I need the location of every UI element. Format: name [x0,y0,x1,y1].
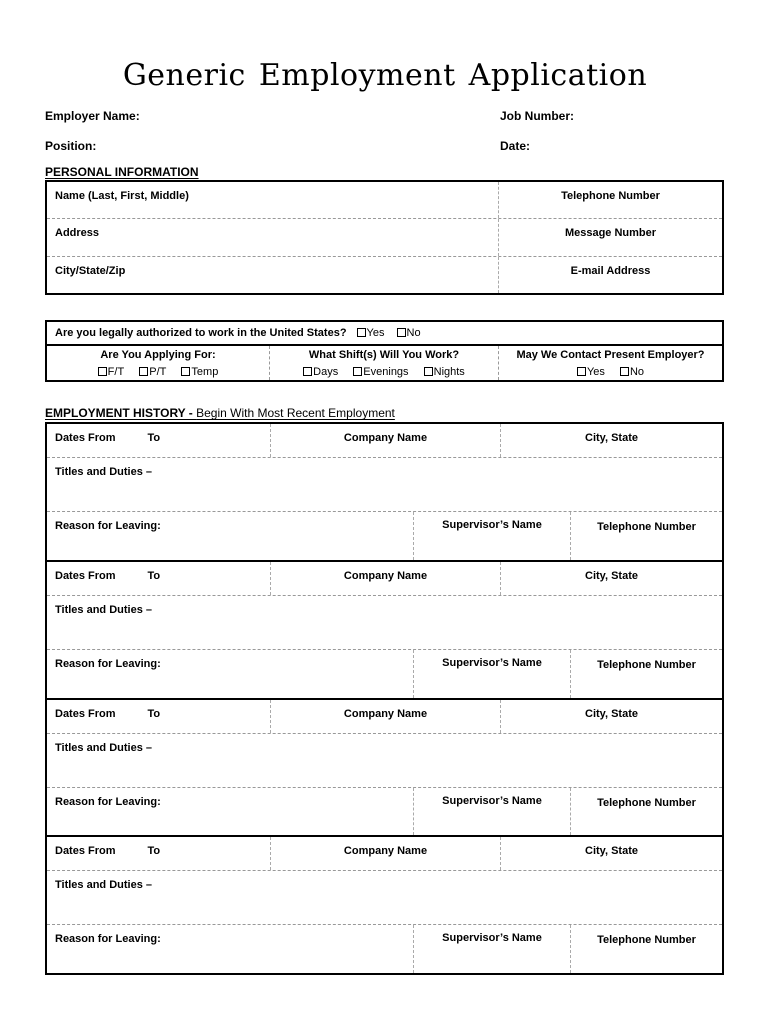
city-state-label: City, State [585,432,638,444]
contact-employer-header: May We Contact Present Employer? [516,349,705,361]
telephone-number-cell[interactable] [571,925,722,973]
authorization-question-label: Are you legally authorized to work in the United States? [55,326,347,339]
company-name-cell[interactable] [271,562,501,595]
company-name-label: Company Name [343,569,428,582]
message-number-field-cell[interactable] [499,219,722,255]
telephone-number-label: Telephone Number [597,796,696,809]
authorized-no-label: No [406,327,421,339]
pt-checkbox[interactable] [139,367,148,376]
reason-for-leaving-cell[interactable] [47,512,414,560]
supervisor-name-label: Supervisor’s Name [442,794,542,807]
work-authorization-table [45,320,724,382]
city-state-cell[interactable] [501,837,722,870]
authorized-yes-label: Yes [366,327,385,339]
contact-no-checkbox[interactable] [620,367,629,376]
pt-label: P/T [149,366,167,378]
email-field-cell[interactable] [499,257,722,293]
company-name-cell[interactable] [271,424,501,457]
authorization-question-row [47,322,722,346]
dates-from-label: Dates From [55,432,116,444]
table-row [47,512,722,560]
table-row [47,218,722,255]
company-name-cell[interactable] [271,700,501,733]
personal-information-section-title: PERSONAL INFORMATION [45,165,199,179]
company-name-cell[interactable] [271,837,501,870]
dates-from-label: Dates From [55,707,116,720]
shifts-cell [270,346,499,380]
authorized-yes-checkbox[interactable] [357,328,366,337]
evenings-label: Evenings [363,366,409,378]
table-row [47,424,722,458]
email-field-label: E-mail Address [570,264,651,277]
supervisor-name-label: Supervisor’s Name [442,932,542,945]
titles-duties-cell[interactable] [47,596,722,650]
contact-yes-checkbox[interactable] [577,367,586,376]
reason-for-leaving-label: Reason for Leaving: [55,795,161,808]
city-state-cell[interactable] [501,562,722,595]
date-label: Date: [500,139,531,153]
nights-checkbox[interactable] [424,367,433,376]
telephone-field-cell[interactable] [499,182,722,218]
telephone-number-cell[interactable] [571,512,722,560]
to-label: To [147,845,161,858]
name-field-label: Name (Last, First, Middle) [55,190,189,202]
employment-block-3 [47,698,722,836]
nights-label: Nights [433,366,465,378]
dates-from-to-cell[interactable] [47,700,271,733]
dates-from-label: Dates From [55,845,116,858]
personal-information-table [45,180,724,295]
table-row [47,650,722,698]
supervisor-name-label: Supervisor’s Name [442,519,542,531]
titles-duties-cell[interactable] [47,734,722,788]
telephone-number-label: Telephone Number [597,521,696,533]
company-name-label: Company Name [343,707,428,720]
applying-for-cell [47,346,270,380]
shifts-header: What Shift(s) Will You Work? [308,349,460,361]
employment-block-4 [47,835,722,973]
telephone-number-cell[interactable] [571,788,722,836]
telephone-number-label: Telephone Number [597,658,696,671]
employment-block-2 [47,560,722,698]
city-state-label: City, State [585,569,638,582]
table-row [47,562,722,596]
address-field-label: Address [55,227,100,240]
telephone-number-cell[interactable] [571,650,722,698]
titles-duties-label: Titles and Duties – [55,741,152,754]
dates-from-to-cell[interactable] [47,837,271,870]
titles-duties-label: Titles and Duties – [55,466,152,478]
contact-yes-label: Yes [586,366,605,378]
authorized-no-checkbox[interactable] [397,328,406,337]
reason-for-leaving-label: Reason for Leaving: [55,933,161,946]
evenings-checkbox[interactable] [353,367,362,376]
dates-from-to-cell[interactable] [47,562,271,595]
ft-checkbox[interactable] [98,367,107,376]
position-label: Position: [45,139,97,153]
to-label: To [147,707,161,720]
job-number-label: Job Number: [500,109,575,123]
titles-duties-label: Titles and Duties – [55,603,152,616]
supervisor-name-cell[interactable] [414,788,571,836]
titles-duties-cell[interactable] [47,458,722,512]
employment-history-section-title [45,406,395,420]
name-field-cell[interactable] [47,182,499,218]
table-row [47,182,722,218]
company-name-label: Company Name [343,845,428,858]
table-row [47,256,722,293]
employment-history-table [45,422,724,975]
supervisor-name-cell[interactable] [414,925,571,973]
address-field-cell[interactable] [47,219,499,255]
temp-checkbox[interactable] [181,367,190,376]
city-state-zip-field-label: City/State/Zip [55,264,126,277]
to-label: To [147,569,161,582]
employment-history-title-bold: EMPLOYMENT HISTORY - [45,406,197,420]
supervisor-name-label: Supervisor’s Name [442,656,542,669]
supervisor-name-cell[interactable] [414,650,571,698]
telephone-field-label: Telephone Number [561,190,660,202]
company-name-label: Company Name [343,432,428,444]
table-row [47,925,722,973]
telephone-number-label: Telephone Number [597,934,696,947]
authorization-options-row [47,346,722,380]
temp-label: Temp [191,366,219,378]
reason-for-leaving-label: Reason for Leaving: [55,520,161,532]
employment-history-title-normal: Begin With Most Recent Employment [196,406,395,420]
reason-for-leaving-cell[interactable] [47,650,414,698]
applying-for-header: Are You Applying For: [100,349,216,361]
reason-for-leaving-cell[interactable] [47,788,414,836]
dates-from-label: Dates From [55,569,116,582]
titles-duties-cell[interactable] [47,871,722,925]
table-row [47,700,722,734]
table-row [47,837,722,871]
ft-label: F/T [107,366,125,378]
city-state-label: City, State [585,707,638,720]
reason-for-leaving-label: Reason for Leaving: [55,657,161,670]
city-state-cell[interactable] [501,424,722,457]
message-number-field-label: Message Number [564,227,657,240]
table-row [47,788,722,836]
employment-block-1 [47,424,722,560]
city-state-cell[interactable] [501,700,722,733]
to-label: To [147,432,161,444]
city-state-label: City, State [585,845,638,858]
city-state-zip-field-cell[interactable] [47,257,499,293]
contact-no-label: No [629,366,645,378]
days-checkbox[interactable] [303,367,312,376]
reason-for-leaving-cell[interactable] [47,925,414,973]
contact-employer-cell [499,346,722,380]
dates-from-to-cell[interactable] [47,424,271,457]
page-title: Generic Employment Application [122,58,648,93]
days-label: Days [313,366,339,378]
titles-duties-label: Titles and Duties – [55,879,152,892]
employer-name-label: Employer Name: [45,109,140,123]
supervisor-name-cell[interactable] [414,512,571,560]
